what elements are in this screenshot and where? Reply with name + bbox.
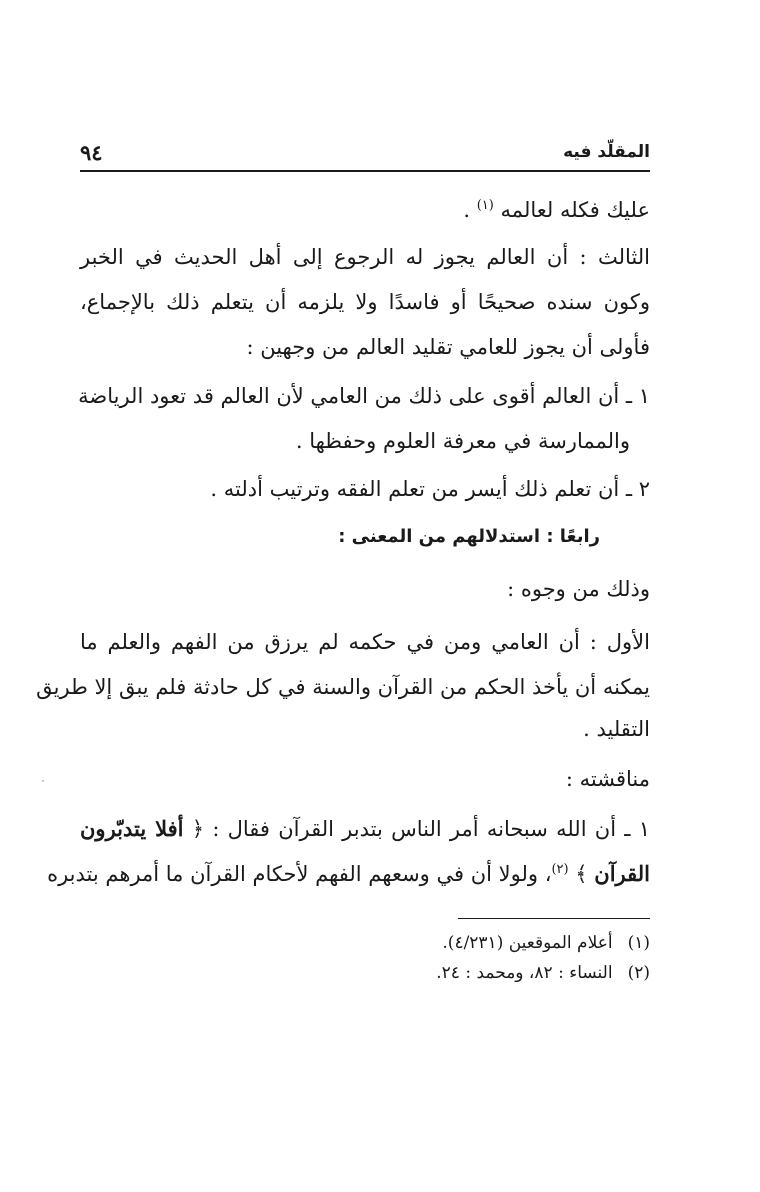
text-line-3: وكون سنده صحيحًا أو فاسدًا ولا يلزمه أن يتعلم ذلك بالإجماع، xyxy=(80,290,650,314)
text-line-1 xyxy=(80,195,650,225)
text-line-2: الثالث : أن العالم يجوز له الرجوع إلى أهل الحديث في الخبر xyxy=(80,245,650,269)
text-line-5: ١ ـ أن العالم أقوى على ذلك من العامي لأن العالم قد تعود الرياضة xyxy=(78,384,650,408)
text-fragment: ١ ـ أن الله سبحانه أمر الناس بتدبر القرآن فقال : ﴿ xyxy=(191,817,650,841)
page-number: ٩٤ xyxy=(80,140,103,165)
footnote-2 xyxy=(80,960,650,986)
section-heading: رابعًا : استدلالهم من المعنى : xyxy=(338,526,600,547)
text-line-12: التقليد . xyxy=(583,717,650,741)
text-line-4: فأولى أن يجوز للعامي تقليد العالم من وجهين : xyxy=(246,335,650,359)
footnote-ref-2: (٢) xyxy=(551,862,569,877)
page-header xyxy=(80,140,650,170)
text-fragment: عليك فكله لعالمه xyxy=(500,198,650,222)
quran-verse: القرآن xyxy=(594,861,650,886)
text-line-10: الأول : أن العامي ومن في حكمه لم يرزق من الفهم والعلم ما xyxy=(80,630,650,654)
text-line-6: والممارسة في معرفة العلوم وحفظها . xyxy=(295,429,630,453)
quran-verse: أفلا يتدبّرون xyxy=(80,816,184,841)
footnote-1 xyxy=(80,930,650,956)
footnote-number: (٢) xyxy=(627,963,650,983)
text-fragment: . xyxy=(463,198,471,222)
text-line-7: ٢ ـ أن تعلم ذلك أيسر من تعلم الفقه وترتيب أدلته . xyxy=(210,477,650,501)
text-line-9: وذلك من وجوه : xyxy=(507,577,650,601)
footnote-number: (١) xyxy=(627,933,650,953)
text-line-14 xyxy=(80,814,650,844)
footnote-text: أعلام الموقعين (٤/٢٣١). xyxy=(442,933,613,953)
footnote-text: النساء : ٨٢، ومحمد : ٢٤. xyxy=(436,963,613,983)
text-fragment: ، ولولا أن في وسعهم الفهم لأحكام القرآن ما أمرهم بتدبره xyxy=(47,862,552,886)
text-line-11: يمكنه أن يأخذ الحكم من القرآن والسنة في كل حادثة فلم يبق إلا طريق xyxy=(36,675,650,699)
footnote-ref-1: (١) xyxy=(476,198,494,213)
text-fragment: ﴾ xyxy=(575,862,588,886)
footnote-rule xyxy=(458,918,650,919)
header-rule xyxy=(80,170,650,172)
running-title: المقلّد فيه xyxy=(563,142,650,162)
scan-speck xyxy=(42,780,44,782)
text-line-13: مناقشته : xyxy=(565,767,650,791)
text-line-15 xyxy=(47,859,650,889)
